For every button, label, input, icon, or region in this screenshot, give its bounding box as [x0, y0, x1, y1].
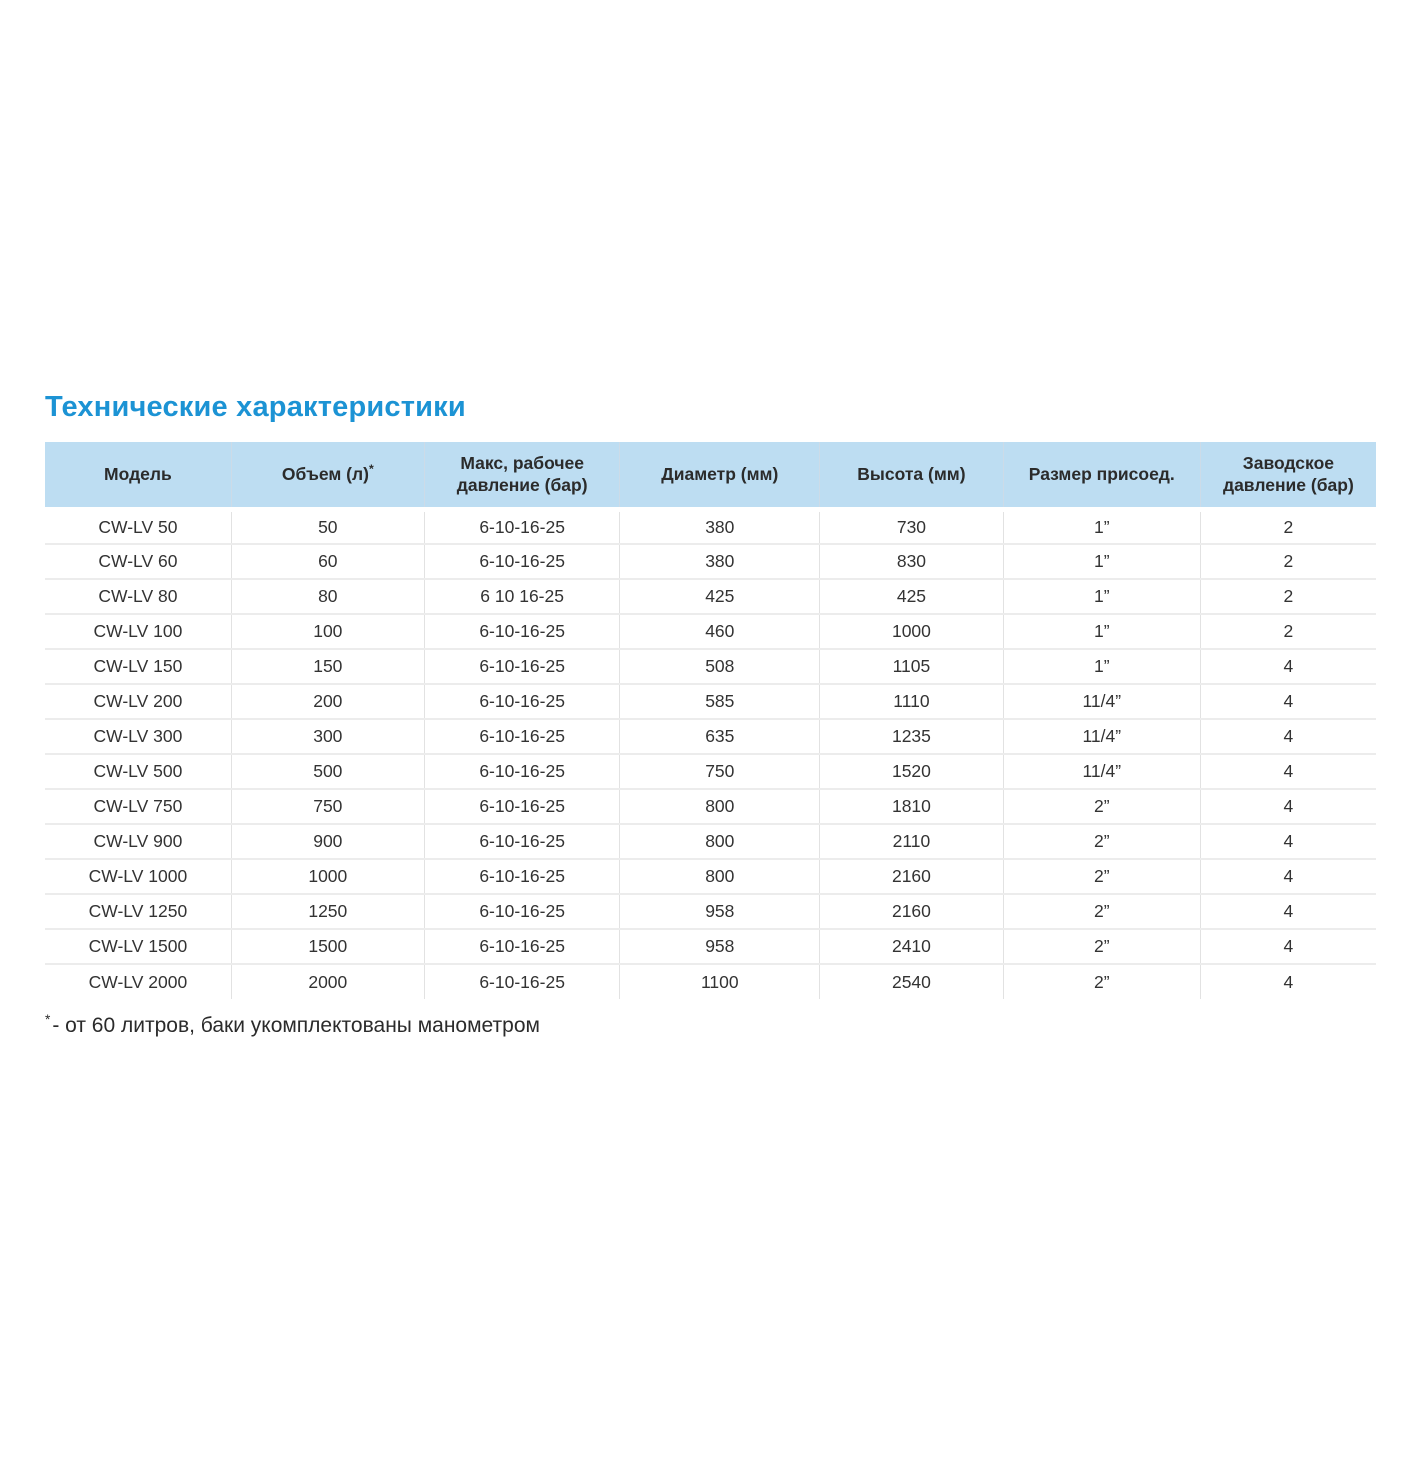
table-row — [45, 894, 1376, 929]
table-header — [45, 442, 1376, 509]
table-row — [45, 824, 1376, 859]
table-cell: 1” — [1003, 649, 1200, 684]
table-cell: 6-10-16-25 — [424, 754, 620, 789]
footnote-marker: * — [45, 1012, 51, 1027]
table-cell: 2” — [1003, 894, 1200, 929]
table-cell: CW-LV 150 — [45, 649, 231, 684]
table-cell: 2” — [1003, 824, 1200, 859]
table-cell: 2 — [1200, 509, 1376, 544]
table-cell: 425 — [620, 579, 820, 614]
footnote — [45, 1012, 1376, 1038]
table-cell: 4 — [1200, 859, 1376, 894]
table-cell: 460 — [620, 614, 820, 649]
table-header-row — [45, 442, 1376, 509]
table-cell: 2” — [1003, 789, 1200, 824]
table-cell: 2110 — [820, 824, 1004, 859]
table-cell: 508 — [620, 649, 820, 684]
table-cell: 4 — [1200, 684, 1376, 719]
table-row — [45, 649, 1376, 684]
table-cell: 6-10-16-25 — [424, 649, 620, 684]
table-cell: 6-10-16-25 — [424, 894, 620, 929]
table-cell: 6 10 16-25 — [424, 579, 620, 614]
table-row — [45, 684, 1376, 719]
table-cell: CW-LV 300 — [45, 719, 231, 754]
table-cell: 300 — [231, 719, 424, 754]
table-cell: 380 — [620, 544, 820, 579]
table-cell: 6-10-16-25 — [424, 859, 620, 894]
column-header-0: Модель — [45, 442, 231, 509]
table-row — [45, 964, 1376, 999]
table-cell: 6-10-16-25 — [424, 509, 620, 544]
column-header-5: Размер присоед. — [1003, 442, 1200, 509]
table-cell: 1” — [1003, 579, 1200, 614]
table-cell: 4 — [1200, 789, 1376, 824]
table-cell: CW-LV 100 — [45, 614, 231, 649]
table-cell: CW-LV 50 — [45, 509, 231, 544]
table-cell: 1000 — [820, 614, 1004, 649]
table-cell: 380 — [620, 509, 820, 544]
table-row — [45, 614, 1376, 649]
table-cell: 11/4” — [1003, 719, 1200, 754]
table-cell: 1” — [1003, 544, 1200, 579]
table-row — [45, 544, 1376, 579]
table-cell: 1810 — [820, 789, 1004, 824]
page-title: Технические характеристики — [45, 391, 466, 423]
table-cell: 50 — [231, 509, 424, 544]
table-cell: 6-10-16-25 — [424, 719, 620, 754]
table-cell: 1520 — [820, 754, 1004, 789]
table-cell: 800 — [620, 859, 820, 894]
table-cell: CW-LV 1000 — [45, 859, 231, 894]
table-cell: 958 — [620, 894, 820, 929]
table-cell: CW-LV 60 — [45, 544, 231, 579]
table-cell: CW-LV 900 — [45, 824, 231, 859]
table-cell: 4 — [1200, 894, 1376, 929]
spec-table — [45, 442, 1376, 999]
table-cell: 1” — [1003, 509, 1200, 544]
table-cell: 830 — [820, 544, 1004, 579]
table-cell: 6-10-16-25 — [424, 684, 620, 719]
table-cell: 6-10-16-25 — [424, 824, 620, 859]
table-cell: 2000 — [231, 964, 424, 999]
table-cell: 150 — [231, 649, 424, 684]
table-cell: 500 — [231, 754, 424, 789]
table-row — [45, 509, 1376, 544]
table-cell: 1500 — [231, 929, 424, 964]
table-cell: CW-LV 500 — [45, 754, 231, 789]
table-cell: 958 — [620, 929, 820, 964]
table-row — [45, 719, 1376, 754]
table-cell: 1100 — [620, 964, 820, 999]
table-cell: 2 — [1200, 579, 1376, 614]
table-cell: 2160 — [820, 859, 1004, 894]
table-cell: 6-10-16-25 — [424, 614, 620, 649]
table-cell: 1110 — [820, 684, 1004, 719]
table-cell: 635 — [620, 719, 820, 754]
table-cell: 2” — [1003, 859, 1200, 894]
table-cell: 6-10-16-25 — [424, 964, 620, 999]
table-row — [45, 859, 1376, 894]
table-cell: 750 — [231, 789, 424, 824]
table-cell: CW-LV 80 — [45, 579, 231, 614]
column-header-2: Макс, рабочее давление (бар) — [424, 442, 620, 509]
table-cell: 1235 — [820, 719, 1004, 754]
table-cell: 4 — [1200, 754, 1376, 789]
table-cell: 425 — [820, 579, 1004, 614]
table-row — [45, 754, 1376, 789]
table-cell: 585 — [620, 684, 820, 719]
table-row — [45, 929, 1376, 964]
table-cell: 4 — [1200, 929, 1376, 964]
table-cell: 6-10-16-25 — [424, 789, 620, 824]
table-row — [45, 789, 1376, 824]
table-cell: 6-10-16-25 — [424, 929, 620, 964]
table-cell: 200 — [231, 684, 424, 719]
table-cell: 1250 — [231, 894, 424, 929]
table-cell: 2” — [1003, 929, 1200, 964]
table-cell: 4 — [1200, 824, 1376, 859]
table-cell: CW-LV 750 — [45, 789, 231, 824]
table-cell: 800 — [620, 789, 820, 824]
table-cell: 6-10-16-25 — [424, 544, 620, 579]
table-cell: 100 — [231, 614, 424, 649]
footnote-text: - от 60 литров, баки укомплектованы манометром — [52, 1014, 540, 1037]
table-cell: 800 — [620, 824, 820, 859]
column-header-4: Высота (мм) — [820, 442, 1004, 509]
table-cell: CW-LV 1500 — [45, 929, 231, 964]
table-cell: 2 — [1200, 544, 1376, 579]
table-cell: 1105 — [820, 649, 1004, 684]
table-cell: 2” — [1003, 964, 1200, 999]
column-header-superscript: * — [368, 462, 374, 477]
column-header-3: Диаметр (мм) — [620, 442, 820, 509]
table-cell: 1000 — [231, 859, 424, 894]
table-row — [45, 579, 1376, 614]
table-cell: 4 — [1283, 971, 1294, 992]
column-header-6: Заводское давление (бар) — [1200, 442, 1376, 509]
table-cell: 4 — [1200, 719, 1376, 754]
table-cell: CW-LV 2000 — [45, 964, 231, 999]
table-cell: 1” — [1003, 614, 1200, 649]
table-cell: 60 — [231, 544, 424, 579]
table-cell: 11/4” — [1003, 684, 1200, 719]
table-cell: CW-LV 1250 — [45, 894, 231, 929]
table-cell: 2160 — [820, 894, 1004, 929]
table-cell: 2 — [1200, 614, 1376, 649]
table-cell: 11/4” — [1003, 754, 1200, 789]
table-cell: CW-LV 200 — [45, 684, 231, 719]
table-cell: 80 — [231, 579, 424, 614]
table-cell: 2540 — [820, 964, 1004, 999]
table-cell: 900 — [231, 824, 424, 859]
table-cell: 4 — [1200, 649, 1376, 684]
table-cell: 2410 — [820, 929, 1004, 964]
table-cell: 750 — [620, 754, 820, 789]
table-cell: 730 — [820, 509, 1004, 544]
table-body — [45, 509, 1376, 999]
column-header-1: Объем (л)* — [231, 442, 424, 509]
